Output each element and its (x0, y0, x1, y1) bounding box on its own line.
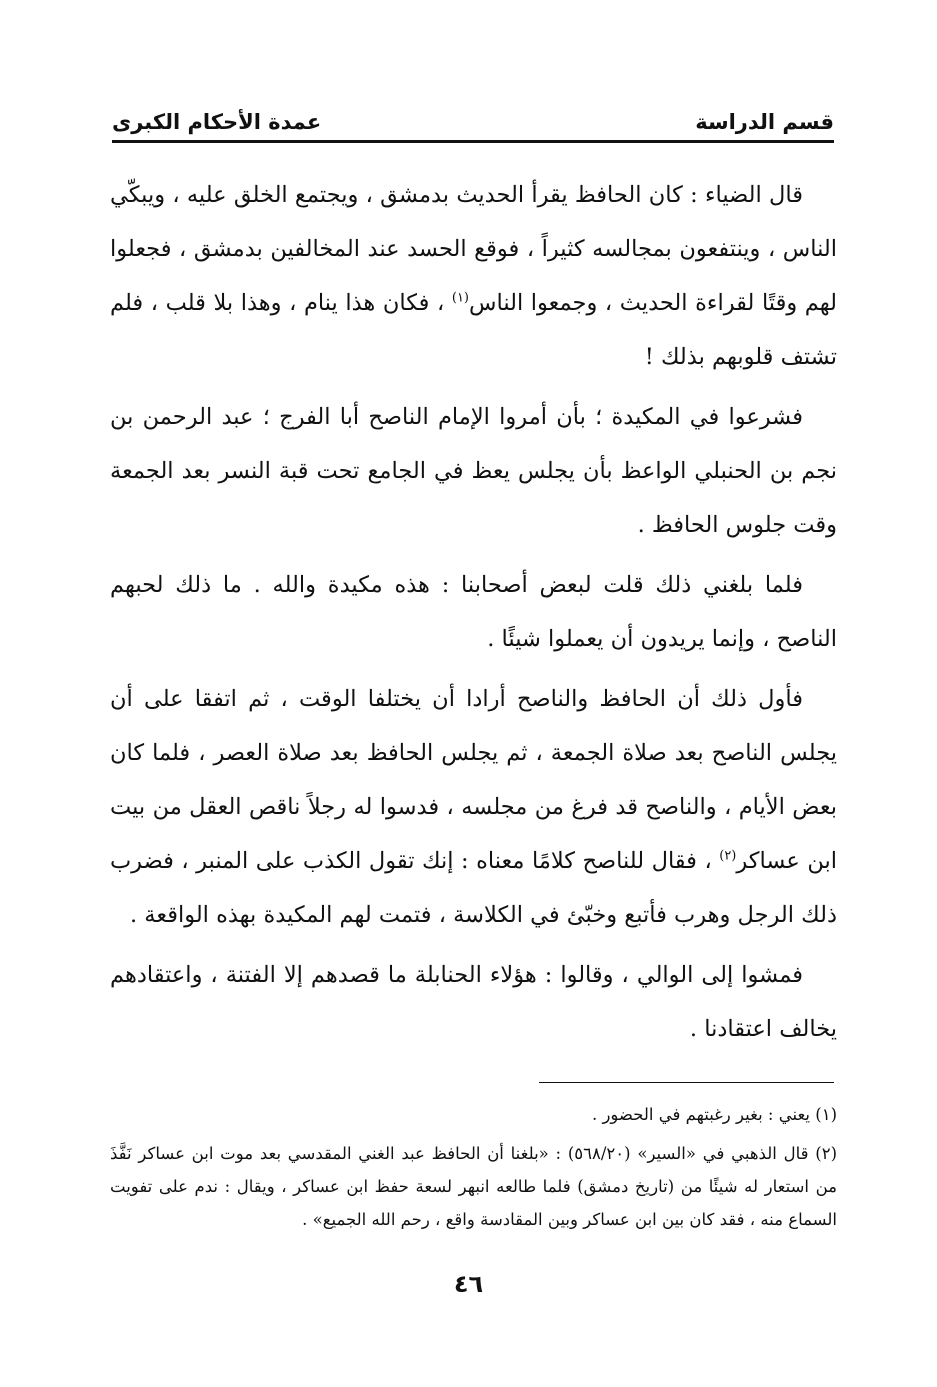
running-header (112, 98, 834, 143)
footnote-1: (١) يعني : بغير رغبتهم في الحضور . (591, 1105, 837, 1124)
paragraph-4 (110, 672, 837, 942)
footnote-2: (٢) قال الذهبي في «السير» (٥٦٨/٢٠) : «بلغنا أن الحافظ عبد الغني المقدسي بعد موت ابن عساكر نَفَّذَ من استعار له شيئًا من (تاريخ دمشق) فلما طالعه انبهر لسعة حفظ ابن عساكر ، ويقال : ندم على تفويت السماع منه ، فقد كان بين ابن عساكر وبين المقادسة واقع ، رحم الله الجميع» . (110, 1144, 837, 1229)
paragraph-3: فلما بلغني ذلك قلت لبعض أصحابنا : هذه مكيدة والله . ما ذلك لحبهم الناصح ، وإنما يريدون أن يعملوا شيئًا . (110, 572, 837, 652)
section-title: قسم الدراسة (695, 110, 834, 134)
footnote-ref-1[interactable]: (١) (451, 290, 469, 306)
footnote-divider (539, 1082, 834, 1083)
paragraph-1-text-a: قال الضياء : كان الحافظ يقرأ الحديث بدمشق ، ويجتمع الخلق عليه ، ويبكّي الناس ، وينتفعون بمجالسه كثيراً ، فوقع الحسد عند المخالفين بدمشق ، فجعلوا لهم وقتًا لقراءة الحديث ، وجمعوا الناس (110, 182, 837, 316)
paragraph-1 (110, 168, 837, 384)
paragraph-1-text-b: ، فكان هذا ينام ، وهذا بلا قلب ، فلم تشتف قلوبهم بذلك ! (110, 290, 837, 370)
paragraph-5: فمشوا إلى الوالي ، وقالوا : هؤلاء الحنابلة ما قصدهم إلا الفتنة ، واعتقادهم يخالف اعتقادنا . (110, 962, 837, 1042)
book-title: عمدة الأحكام الكبرى (112, 110, 322, 134)
footnotes (110, 1098, 837, 1242)
page-number: ٤٦ (453, 1270, 484, 1298)
paragraph-2: فشرعوا في المكيدة ؛ بأن أمروا الإمام الناصح أبا الفرج ؛ عبد الرحمن بن نجم بن الحنبلي الواعظ بأن يجلس يعظ في الجامع تحت قبة النسر بعد الجمعة وقت جلوس الحافظ . (110, 404, 837, 538)
footnote-ref-2[interactable]: (٢) (719, 848, 737, 864)
paragraph-4-text-a: فأول ذلك أن الحافظ والناصح أرادا أن يختلفا الوقت ، ثم اتفقا على أن يجلس الناصح بعد صلاة الجمعة ، ثم يجلس الحافظ بعد صلاة العصر ، فلما كان بعض الأيام ، والناصح قد فرغ من مجلسه ، فدسوا له رجلاً ناقص العقل من بيت ابن عساكر (110, 686, 838, 874)
paragraph-4-text-b: ، فقال للناصح كلامًا معناه : إنك تقول الكذب على المنبر ، فضرب ذلك الرجل وهرب فأتبع وخبّئ في الكلاسة ، فتمت لهم المكيدة بهذه الواقعة . (110, 848, 837, 928)
main-text (110, 168, 837, 1062)
